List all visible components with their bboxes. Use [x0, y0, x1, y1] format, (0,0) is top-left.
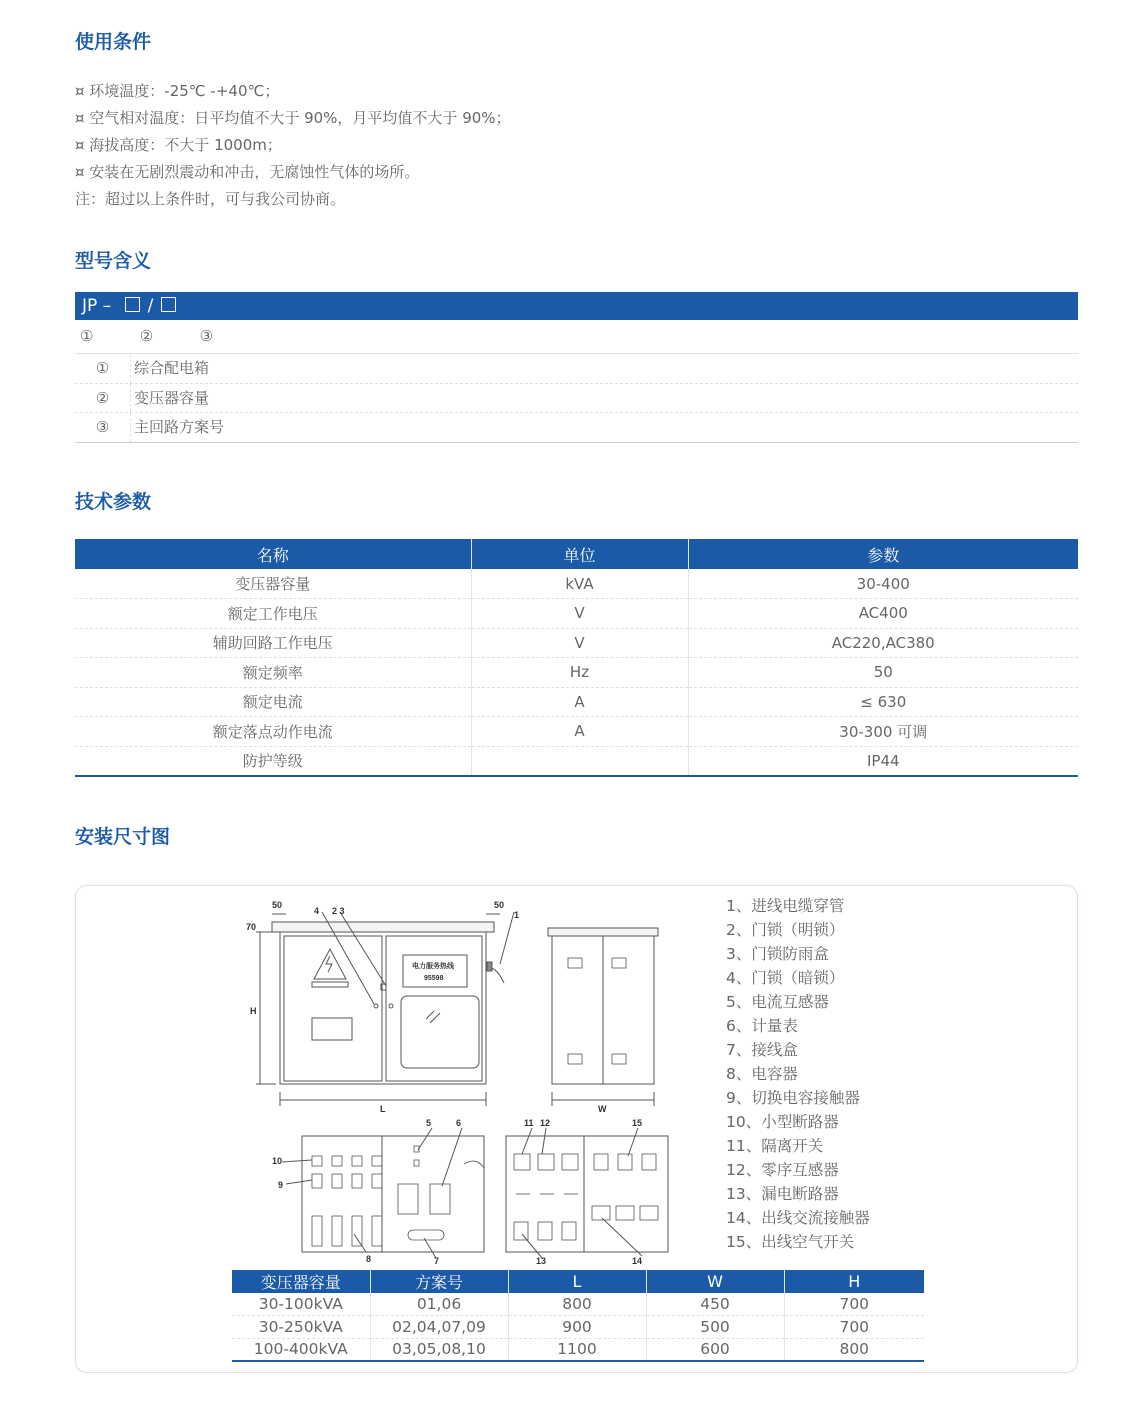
table-cell: 03,05,08,10 — [370, 1338, 508, 1361]
usage-conditions — [75, 78, 511, 213]
table-cell: A — [471, 687, 688, 717]
dim-label: 50 — [272, 900, 283, 910]
dim-label: W — [598, 1104, 607, 1114]
callout-label: 1 — [514, 910, 520, 920]
table-cell: 额定频率 — [75, 658, 471, 688]
table-header-row — [232, 1270, 924, 1293]
table-cell: 700 — [784, 1316, 924, 1339]
legend-item: 14、出线交流接触器 — [726, 1209, 870, 1227]
model-row-num: ② — [75, 384, 131, 413]
usage-line: ¤ 海拔高度：不大于 1000m； — [75, 136, 282, 154]
table-cell: 防护等级 — [75, 746, 471, 776]
callout-label: 2 3 — [332, 906, 345, 916]
callout-label: 12 — [540, 1118, 551, 1128]
hotline-number: 95598 — [424, 975, 444, 982]
callout-label: 7 — [434, 1256, 440, 1266]
callout-label: 4 — [314, 906, 320, 916]
model-row-text: 综合配电箱 — [134, 359, 210, 377]
front-view — [256, 912, 514, 1106]
legend-item: 6、计量表 — [726, 1017, 798, 1035]
legend-item: 5、电流互感器 — [726, 993, 829, 1011]
table-row — [75, 628, 1078, 658]
table-cell: 额定落点动作电流 — [75, 717, 471, 747]
table-row — [75, 599, 1078, 629]
table-cell: V — [471, 599, 688, 629]
model-code-bar — [75, 292, 1078, 320]
legend-item: 7、接线盒 — [726, 1041, 798, 1059]
model-nums — [75, 320, 1078, 354]
dimensions-table — [232, 1270, 924, 1362]
section-title-tech: 技术参数 — [75, 491, 152, 513]
column-header: 方案号 — [370, 1270, 508, 1293]
model-row — [75, 384, 1078, 414]
model-row — [75, 354, 1078, 384]
legend-item: 2、门锁（明锁） — [726, 921, 845, 939]
table-row — [75, 717, 1078, 747]
callout-label: 11 — [524, 1118, 534, 1128]
legend-item: 3、门锁防雨盒 — [726, 945, 829, 963]
model-row-num: ③ — [75, 413, 131, 442]
table-row — [232, 1316, 924, 1339]
callout-label: 5 — [426, 1118, 432, 1128]
model-code-prefix: JP – — [82, 296, 112, 316]
table-cell: AC220,AC380 — [688, 628, 1078, 658]
usage-line: ¤ 安装在无剧烈震动和冲击，无腐蚀性气体的场所。 — [75, 163, 420, 181]
model-row — [75, 413, 1078, 443]
table-cell: 700 — [784, 1293, 924, 1316]
tech-params-table — [75, 539, 1078, 777]
column-header: H — [784, 1270, 924, 1293]
table-cell: 变压器容量 — [75, 569, 471, 599]
table-cell: 02,04,07,09 — [370, 1316, 508, 1339]
inner-view-left — [282, 1128, 484, 1258]
model-meaning — [75, 292, 1078, 443]
usage-line: ¤ 环境温度：-25℃ -+40℃； — [75, 82, 280, 100]
table-cell: 30-250kVA — [232, 1316, 370, 1339]
dim-label: H — [250, 1006, 257, 1016]
column-header: 名称 — [75, 539, 471, 569]
model-row-num: ① — [75, 354, 131, 383]
table-cell: 30-400 — [688, 569, 1078, 599]
hotline-text: 电力服务热线 — [412, 963, 454, 970]
callout-label: 15 — [632, 1118, 643, 1128]
table-cell: 100-400kVA — [232, 1338, 370, 1361]
legend-item: 1、进线电缆穿管 — [726, 897, 845, 915]
table-row — [75, 569, 1078, 599]
callout-label: 9 — [278, 1180, 284, 1190]
table-cell: 600 — [646, 1338, 784, 1361]
table-cell: 450 — [646, 1293, 784, 1316]
legend-item: 11、隔离开关 — [726, 1137, 824, 1155]
callout-label: 10 — [272, 1156, 283, 1166]
dim-label: L — [380, 1104, 386, 1114]
callout-label: 13 — [536, 1256, 547, 1266]
table-cell: 30-100kVA — [232, 1293, 370, 1316]
table-cell: 50 — [688, 658, 1078, 688]
legend-item: 9、切换电容接触器 — [726, 1089, 860, 1107]
legend-item: 8、电容器 — [726, 1065, 798, 1083]
section-title-model: 型号含义 — [75, 250, 152, 272]
table-header-row — [75, 539, 1078, 569]
table-cell: IP44 — [688, 746, 1078, 776]
model-row-text: 主回路方案号 — [134, 418, 225, 436]
column-header: 参数 — [688, 539, 1078, 569]
table-cell: V — [471, 628, 688, 658]
model-code-sep: / — [147, 296, 154, 316]
table-cell: kVA — [471, 569, 688, 599]
table-cell: 900 — [508, 1316, 646, 1339]
install-drawing — [246, 894, 706, 1266]
table-cell: 额定工作电压 — [75, 599, 471, 629]
column-header: 单位 — [471, 539, 688, 569]
model-num: ③ — [199, 327, 214, 345]
model-box — [125, 297, 140, 312]
side-view — [548, 928, 658, 1106]
table-cell: 800 — [508, 1293, 646, 1316]
legend-item: 13、漏电断路器 — [726, 1185, 839, 1203]
section-title-usage: 使用条件 — [75, 31, 152, 53]
table-cell: AC400 — [688, 599, 1078, 629]
table-cell: 800 — [784, 1338, 924, 1361]
table-cell — [471, 746, 688, 776]
model-box — [161, 297, 176, 312]
table-row — [232, 1293, 924, 1316]
section-title-install: 安装尺寸图 — [75, 826, 171, 848]
install-card — [75, 885, 1078, 1373]
table-cell: 01,06 — [370, 1293, 508, 1316]
legend-item: 4、门锁（暗锁） — [726, 969, 845, 987]
legend-item: 12、零序互感器 — [726, 1161, 839, 1179]
model-num: ② — [139, 327, 154, 345]
table-row — [75, 658, 1078, 688]
callout-label: 8 — [366, 1254, 372, 1264]
legend-item: 15、出线空气开关 — [726, 1233, 855, 1251]
table-cell: A — [471, 717, 688, 747]
table-cell: 30-300 可调 — [688, 717, 1078, 747]
component-legend — [726, 894, 870, 1254]
legend-item: 10、小型断路器 — [726, 1113, 839, 1131]
callout-label: 6 — [456, 1118, 462, 1128]
usage-line: ¤ 空气相对温度：日平均值不大于 90%，月平均值不大于 90%； — [75, 109, 511, 127]
model-row-text: 变压器容量 — [134, 388, 210, 407]
table-row — [232, 1338, 924, 1361]
dim-label: 70 — [246, 922, 257, 932]
model-num: ① — [80, 327, 94, 345]
column-header: 变压器容量 — [232, 1270, 370, 1293]
table-cell: 1100 — [508, 1338, 646, 1361]
table-cell: 500 — [646, 1316, 784, 1339]
table-row — [75, 687, 1078, 717]
column-header: L — [508, 1270, 646, 1293]
usage-note: 注：超过以上条件时，可与我公司协商。 — [75, 190, 346, 208]
inner-view-right — [506, 1128, 668, 1258]
table-cell: 额定电流 — [75, 687, 471, 717]
table-row — [75, 746, 1078, 776]
column-header: W — [646, 1270, 784, 1293]
callout-label: 14 — [632, 1256, 643, 1266]
table-cell: 辅助回路工作电压 — [75, 628, 471, 658]
table-cell: Hz — [471, 658, 688, 688]
table-cell: ≤ 630 — [688, 687, 1078, 717]
dim-label: 50 — [494, 900, 505, 910]
